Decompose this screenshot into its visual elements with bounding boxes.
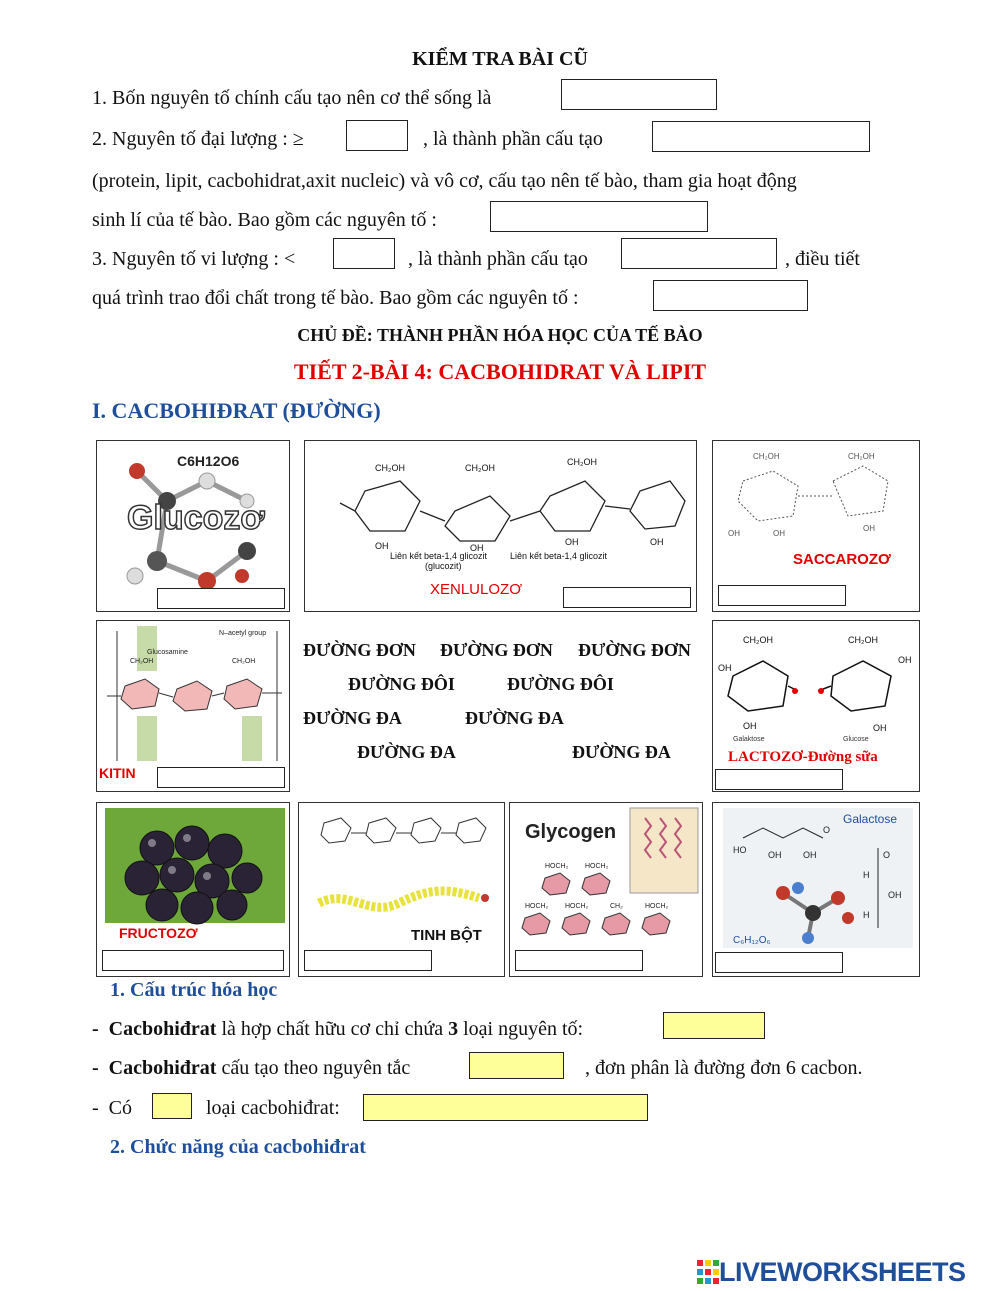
function-heading: 2. Chức năng của cacbohiđrat xyxy=(110,1136,366,1158)
svg-text:CH₂OH: CH₂OH xyxy=(130,658,154,665)
fructozo-image-panel xyxy=(96,802,290,977)
drag-word-disaccharide-1[interactable]: ĐƯỜNG ĐÔI xyxy=(348,674,455,694)
answer-input-q3-elements[interactable] xyxy=(653,280,808,311)
answer-input-galactose[interactable] xyxy=(715,952,843,973)
structure-line-3-text-a xyxy=(92,1097,132,1120)
svg-text:OH: OH xyxy=(375,541,389,551)
structure-line-2-text-b: , đơn phân là đường đơn 6 cacbon. xyxy=(585,1057,863,1079)
svg-text:O: O xyxy=(823,825,831,835)
question-3-part-b: , là thành phần cấu tạo xyxy=(408,248,588,270)
svg-text:CH₂OH: CH₂OH xyxy=(743,635,773,645)
xenlulozo-image-panel xyxy=(304,440,697,612)
svg-text:HOCH₂: HOCH₂ xyxy=(585,863,609,870)
answer-input-q1[interactable] xyxy=(561,79,717,110)
lactozo-label: LACTOZƠ-Đường sữa xyxy=(728,749,878,765)
svg-text:OH: OH xyxy=(768,850,782,860)
svg-text:HOCH₂: HOCH₂ xyxy=(565,903,589,910)
answer-input-glycogen[interactable] xyxy=(515,950,643,971)
topic-subject: CHỦ ĐỀ: THÀNH PHẦN HÓA HỌC CỦA TẾ BÀO xyxy=(297,325,703,345)
answer-input-q3-threshold[interactable] xyxy=(333,238,395,269)
answer-input-xenlulozo[interactable] xyxy=(563,587,691,608)
lactozo-glucose-caption: Glucose xyxy=(843,736,869,743)
svg-text:HOCH₂: HOCH₂ xyxy=(545,863,569,870)
svg-text:H: H xyxy=(863,910,870,920)
cacbohidrat-term: Cacbohiđrat xyxy=(108,1057,217,1079)
answer-input-glucozo[interactable] xyxy=(157,588,285,609)
structure-line-1-text-b: loại nguyên tố: xyxy=(463,1018,584,1040)
svg-text:CH₂OH: CH₂OH xyxy=(567,457,597,467)
glucozo-molecule-image xyxy=(97,441,289,611)
structure-line-1 xyxy=(92,1018,583,1041)
tinhbot-label: TINH BỘT xyxy=(411,927,482,944)
question-2-part-a: 2. Nguyên tố đại lượng : ≥ xyxy=(92,128,304,150)
dash: - xyxy=(92,1057,99,1079)
drag-word-polysaccharide-4[interactable]: ĐƯỜNG ĐA xyxy=(572,742,671,762)
glucozo-image-panel xyxy=(96,440,290,612)
svg-text:CH₂OH: CH₂OH xyxy=(232,658,256,665)
answer-input-tinhbot[interactable] xyxy=(304,950,432,971)
question-2-part-d: sinh lí của tế bào. Bao gồm các nguyên tố : xyxy=(92,209,437,231)
saccarozo-image-panel xyxy=(712,440,920,612)
question-2-part-b: , là thành phần cấu tạo xyxy=(423,128,603,150)
lesson-title: TIẾT 2-BÀI 4: CACBOHIDRAT VÀ LIPIT xyxy=(293,359,707,384)
svg-text:OH: OH xyxy=(718,663,732,673)
glucozo-word: Glucozơ xyxy=(127,499,265,537)
question-2-part-c: (protein, lipit, cacbohidrat,axit nucleic) và vô cơ, cấu tạo nên tế bào, tham gia hoạt động xyxy=(92,170,797,192)
glucozo-formula: C6H12O6 xyxy=(177,453,240,469)
page-title: KIỂM TRA BÀI CŨ xyxy=(412,48,588,70)
answer-input-elements[interactable] xyxy=(663,1012,765,1039)
svg-text:OH: OH xyxy=(743,721,757,731)
drag-word-polysaccharide-2[interactable]: ĐƯỜNG ĐA xyxy=(465,708,564,728)
answer-input-types[interactable] xyxy=(363,1094,648,1121)
dash: - xyxy=(92,1018,99,1040)
answer-input-lactozo[interactable] xyxy=(715,769,843,790)
svg-text:OH: OH xyxy=(565,537,579,547)
svg-text:OH: OH xyxy=(470,543,484,553)
svg-text:CH₂OH: CH₂OH xyxy=(375,463,405,473)
answer-input-principle[interactable] xyxy=(469,1052,564,1079)
structure-line-2 xyxy=(92,1057,410,1080)
question-3-part-c: , điều tiết xyxy=(785,248,860,270)
section-heading: I. CACBOHIĐRAT (ĐƯỜNG) xyxy=(92,398,381,423)
drag-word-disaccharide-2[interactable]: ĐƯỜNG ĐÔI xyxy=(507,674,614,694)
drag-word-polysaccharide-1[interactable]: ĐƯỜNG ĐA xyxy=(303,708,402,728)
question-1: 1. Bốn nguyên tố chính cấu tạo nên cơ thể sống là xyxy=(92,87,492,109)
svg-text:O: O xyxy=(883,850,891,860)
answer-input-q2-component[interactable] xyxy=(652,121,870,152)
liveworksheets-brand: LIVEWORKSHEETS xyxy=(719,1257,966,1287)
svg-text:OH: OH xyxy=(650,537,664,547)
xenlulozo-caption-3: (glucozit) xyxy=(425,561,462,571)
kitin-glucosamine: Glucosamine xyxy=(147,649,188,656)
svg-text:CH₂OH: CH₂OH xyxy=(465,463,495,473)
svg-text:OH: OH xyxy=(898,655,912,665)
svg-text:CH₂OH: CH₂OH xyxy=(753,452,780,461)
answer-input-fructozo[interactable] xyxy=(102,950,284,971)
svg-text:OH: OH xyxy=(888,890,902,900)
kitin-image-panel xyxy=(96,620,290,792)
svg-text:HO: HO xyxy=(733,845,747,855)
lactozo-image-panel xyxy=(712,620,920,792)
structure-line-2-text-a: cấu tạo theo nguyên tắc xyxy=(221,1057,411,1079)
question-3-part-d: quá trình trao đổi chất trong tế bào. Bao gồm các nguyên tố : xyxy=(92,287,579,309)
svg-text:CH₂OH: CH₂OH xyxy=(848,635,878,645)
answer-input-q2-threshold[interactable] xyxy=(346,120,408,151)
glycogen-image-panel xyxy=(509,802,703,977)
answer-input-kitin[interactable] xyxy=(157,767,285,788)
answer-input-type-count[interactable] xyxy=(152,1093,192,1119)
answer-input-saccarozo[interactable] xyxy=(718,585,846,606)
glycogen-title: Glycogen xyxy=(525,821,617,843)
galactose-formula: C₆H₁₂O₆ xyxy=(733,935,771,946)
structure-heading: 1. Cấu trúc hóa học xyxy=(110,979,278,1001)
co-text: Có xyxy=(108,1097,133,1119)
xenlulozo-label: XENLULOZƠ xyxy=(430,581,523,598)
svg-text:CH₂OH: CH₂OH xyxy=(848,452,875,461)
kitin-acetyl: N–acetyl group xyxy=(219,630,267,637)
svg-text:OH: OH xyxy=(863,524,875,533)
drag-word-monosaccharide-2[interactable]: ĐƯỜNG ĐƠN xyxy=(440,640,553,660)
structure-line-3-text-b: loại cacbohiđrat: xyxy=(206,1097,340,1119)
drag-word-polysaccharide-3[interactable]: ĐƯỜNG ĐA xyxy=(357,742,456,762)
kitin-label: KITIN xyxy=(99,765,136,781)
fructozo-label: FRUCTOZƠ xyxy=(119,925,198,941)
answer-input-q3-component[interactable] xyxy=(621,238,777,269)
structure-line-1-text-a: là hợp chất hữu cơ chỉ chứa xyxy=(221,1018,444,1040)
question-3-part-a: 3. Nguyên tố vi lượng : < xyxy=(92,248,296,270)
svg-text:CH₂: CH₂ xyxy=(610,903,623,910)
svg-text:OH: OH xyxy=(803,850,817,860)
xenlulozo-caption-2: Liên kết beta-1,4 glicozit xyxy=(510,551,608,561)
galactose-molecule-image xyxy=(713,803,919,976)
drag-word-monosaccharide-1[interactable]: ĐƯỜNG ĐƠN xyxy=(303,640,416,660)
svg-text:OH: OH xyxy=(773,529,785,538)
cacbohidrat-term: Cacbohiđrat xyxy=(108,1018,217,1040)
liveworksheets-logo-icon xyxy=(697,1260,719,1286)
galactose-title: Galactose xyxy=(843,812,898,826)
lactozo-galactose-caption: Galaktose xyxy=(733,736,765,743)
element-count: 3 xyxy=(448,1018,459,1040)
answer-input-q2-elements[interactable] xyxy=(490,201,708,232)
saccarozo-label: SACCAROZƠ xyxy=(793,551,891,568)
galactose-image-panel xyxy=(712,802,920,977)
svg-text:OH: OH xyxy=(728,529,740,538)
liveworksheets-logo xyxy=(697,1257,966,1288)
tinhbot-image-panel xyxy=(298,802,505,977)
drag-word-monosaccharide-3[interactable]: ĐƯỜNG ĐƠN xyxy=(578,640,691,660)
svg-text:OH: OH xyxy=(873,723,887,733)
svg-text:HOCH₂: HOCH₂ xyxy=(645,903,669,910)
svg-text:HOCH₂: HOCH₂ xyxy=(525,903,549,910)
xenlulozo-caption-1: Liên kết beta-1,4 glicozit xyxy=(390,551,488,561)
svg-text:H: H xyxy=(863,870,870,880)
dash: - xyxy=(92,1097,99,1119)
